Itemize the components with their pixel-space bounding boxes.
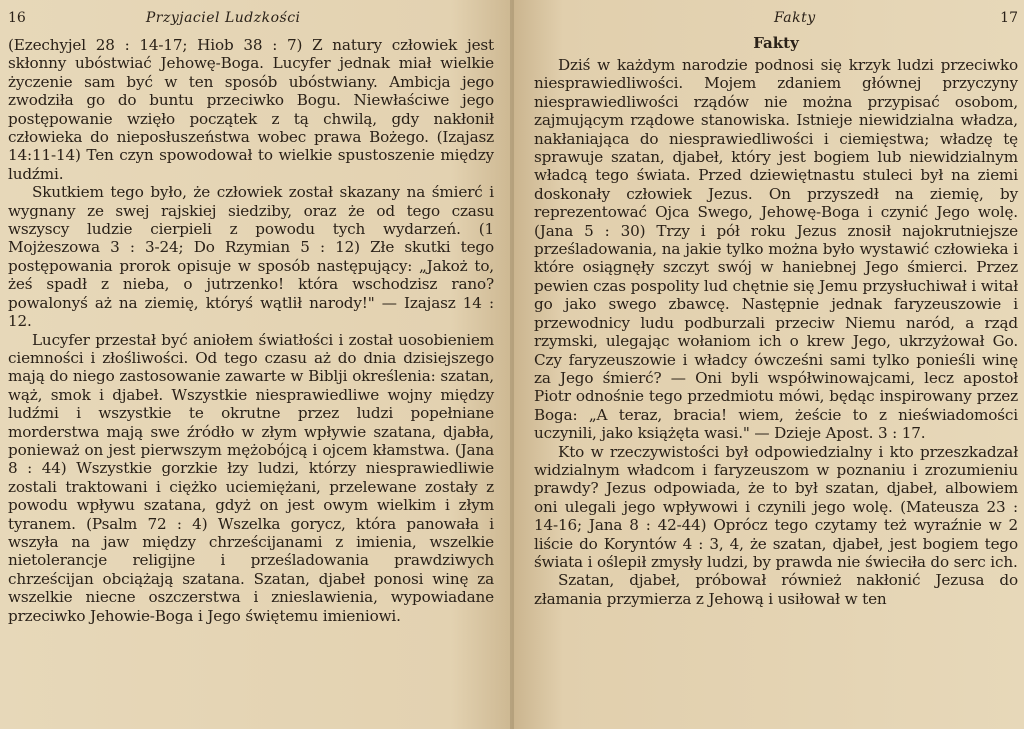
running-title-left: Przyjaciel Ludzkości (145, 10, 301, 26)
left-paragraph-1: (Ezechyjel 28 : 14-17; Hiob 38 : 7) Z natury człowiek jest skłonny ubóstwiać Jehowę-Boga. Lucyfer jednak miał wielkie życzenie sam być w ten sposób ubóstwiany. Ambicja jego zwodziła go do buntu przeciwko Bogu. Niewłaściwe jego postępowanie wzięło początek z tą chwilą, gdy nakłonił człowieka do nieposłuszeństwa wobec prawa Bożego. (Izajasz 14:11-14) Ten czyn spowodował to wielkie spustoszenie między ludźmi. (8, 36, 494, 183)
right-paragraph-1: Dziś w każdym narodzie podnosi się krzyk ludzi przeciwko niesprawiedliwości. Mojem zdaniem głównej przyczyny niesprawiedliwości rządów nie można przypisać osobom, zajmującym rządowe stanowiska. Istnieje niewidzialna władza, nakłaniająca do niesprawiedliwości i ciemięstwa; władzę tę sprawuje szatan, djabeł, który jest bogiem lub niewidzialnym władcą tego świata. Przed dziewiętnastu stuleci był na ziemi doskonały człowiek Jezus. On przyszedł na ziemię, by reprezentować Ojca Swego, Jehowę-Boga i czynić Jego wolę. (Jana 5 : 30) Trzy i pół roku Jezus znosił najokrutniejsze prześladowania, na jakie tylko można było wystawić człowieka i które osiągnęły szczyt swój w haniebnej Jego śmierci. Przez pewien czas pospolity lud chętnie się Jemu przysłuchiwał i witał go jako swego zbawcę. Następnie jednak faryzeuszowie i przewodnicy ludu podburzali przeciw Niemu naród, a rząd rzymski, ulegając wołaniom ich o krew Jego, ukrzyżował Go. Czy faryzeuszowie i władcy ówcześni sami tylko ponieśli winę za Jego śmierć? — Oni byli współwinowajcami, lecz apostoł Piotr odnośnie tego przedmiotu mówi, będąc inspirowany przez Boga: „A teraz, bracia! wiem, żeście to z nieświadomości uczynili, jako książęta wasi." — Dzieje Apost. 3 : 17. (534, 56, 1018, 443)
running-title-right: Fakty (774, 10, 816, 26)
page-number-left: 16 (8, 10, 26, 26)
section-heading: Fakty (753, 34, 799, 52)
right-page (512, 0, 1024, 729)
page-number-right: 17 (1000, 10, 1018, 26)
left-page-header (8, 10, 494, 28)
book-gutter (510, 0, 514, 729)
right-page-header (534, 10, 1018, 28)
right-paragraph-3: Szatan, djabeł, próbował również nakłonić Jezusa do złamania przymierza z Jehową i usiłował w ten (534, 571, 1018, 608)
right-paragraph-2: Kto w rzeczywistości był odpowiedzialny i kto przeszkadzał widzialnym władcom i faryzeuszom w poznaniu i zrozumieniu prawdy? Jezus odpowiada, że to był szatan, djabeł, albowiem oni ulegali jego wpływowi i czynili jego wolę. (Mateusza 23 : 14-16; Jana 8 : 42-44) Oprócz tego czytamy też wyraźnie w 2 liście do Koryntów 4 : 3, 4, że szatan, djabeł, jest bogiem tego świata i oślepił zmysły ludzi, by prawda nie świeciła do serc ich. (534, 442, 1018, 571)
left-paragraph-3: Lucyfer przestał być aniołem światłości i został uosobieniem ciemności i złośliwości. Od tego czasu aż do dnia dzisiejszego mają do niego zastosowanie zawarte w Biblji określenia: szatan, wąż, smok i djabeł. Wszystkie niesprawiedliwe wojny między ludźmi i wszystkie te okrutne przez ludzi popełniane morderstwa mają swe źródło w złym wpływie szatana, djabła, ponieważ on jest pierwszym mężobójcą i ojcem kłamstwa. (Jana 8 : 44) Wszystkie gorzkie łzy ludzi, którzy niesprawiedliwie zostali traktowani i ciężko uciemiężani, przelewane zostały z powodu wpływu szatana, gdyż on jest owym wielkim i złym tyranem. (Psalm 72 : 4) Wszelka gorycz, która panowała i wszyła na jaw między chrześcijanami z imienia, wszelkie nietolerancje religijne i prześladowania prawdziwych chrześcijan obciążają szatana. Szatan, djabeł ponosi winę za wszelkie niecne oszczerstwa i znieslawienia, wypowiadane przeciwko Jehowie-Boga i Jego świętemu imieniowi. (8, 330, 494, 625)
left-paragraph-2: Skutkiem tego było, że człowiek został skazany na śmierć i wygnany ze swej rajskiej siedziby, oraz że od tego czasu wszyscy ludzie cierpieli z powodu tych wydarzeń. (1 Mojżeszowa 3 : 3-24; Do Rzymian 5 : 12) Złe skutki tego postępowania prorok opisuje w sposób następujący: „Jakoż to, żeś spadł z nieba, o jutrzenko! która wschodzisz rano? powalonyś aż na ziemię, któryś wątlił narody!" — Izajasz 14 : 12. (8, 183, 494, 331)
